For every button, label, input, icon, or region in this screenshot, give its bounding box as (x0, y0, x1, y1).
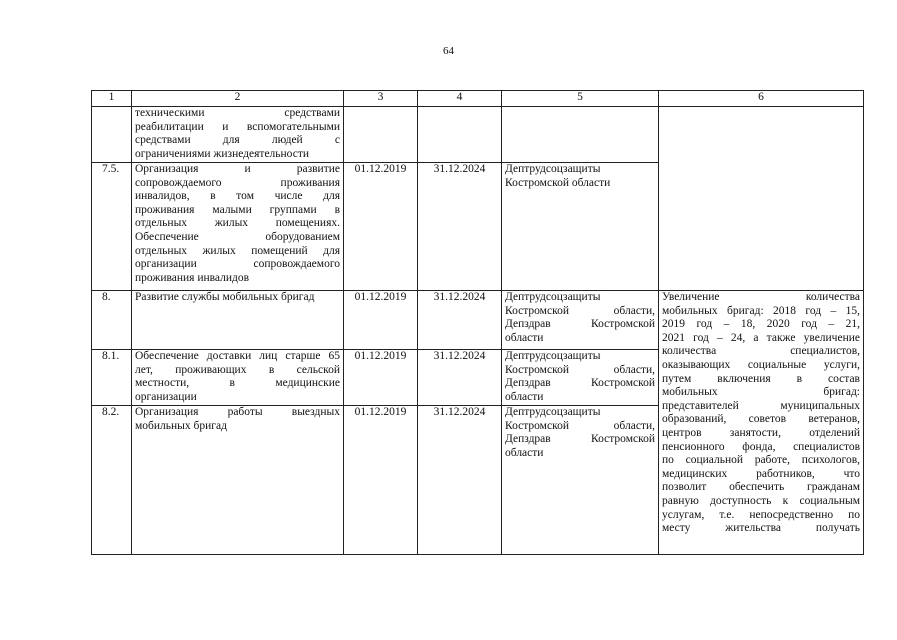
header-col-4: 4 (418, 91, 502, 107)
measures-table (91, 90, 864, 555)
row-number: 8.1. (92, 350, 132, 406)
result-line: Увеличение количества (662, 291, 860, 303)
end-date: 31.12.2024 (418, 291, 502, 350)
executor-line: Депздрав Костромской (505, 318, 655, 331)
start-date: 01.12.2019 (344, 291, 418, 350)
row-number: 8.2. (92, 406, 132, 555)
result-line: центров занятости, отделений (662, 426, 860, 439)
executor-line: Депздрав Костромской (505, 433, 655, 446)
end-date: 31.12.2024 (418, 163, 502, 291)
result-line: представителей муниципальных (662, 399, 860, 412)
executor-line: Костромской области, (505, 363, 655, 376)
result-line: пенсионного фонда, специалистов (662, 440, 860, 453)
description-line: Организация и развитие (135, 163, 340, 175)
description-line: сопровождаемого проживания (135, 176, 340, 189)
description-line: отдельных жилых помещений для (135, 244, 340, 257)
start-date (344, 107, 418, 163)
table-header-row (92, 91, 864, 107)
result-line: услугам, т.е. непосредственно по (662, 508, 860, 521)
start-date: 01.12.2019 (344, 406, 418, 555)
row-description (132, 163, 344, 291)
result-cell (659, 291, 864, 555)
result-line: образований, советов ветеранов, (662, 413, 860, 426)
row-number (92, 107, 132, 163)
result-line: месту жительства получать (662, 522, 860, 535)
description-line: лет, проживающих в сельской (135, 363, 340, 376)
executor-line: Дептрудсоцзащиты (505, 163, 601, 175)
row-executor (502, 163, 659, 291)
row-number: 8. (92, 291, 132, 350)
start-date: 01.12.2019 (344, 163, 418, 291)
executor-line: Дептрудсоцзащиты (505, 350, 601, 362)
executor-line: Костромской области (505, 176, 611, 189)
end-date (418, 107, 502, 163)
description-line: организации сопровождаемого (135, 258, 340, 271)
executor-line: области (505, 390, 544, 403)
row-executor (502, 107, 659, 163)
result-line: позволит обеспечить гражданам (662, 481, 860, 494)
row-executor (502, 406, 659, 555)
row-description (132, 107, 344, 163)
result-line: медицинских работников, что (662, 467, 860, 480)
description-line: Развитие службы мобильных бригад (135, 291, 315, 303)
executor-line: Дептрудсоцзащиты (505, 291, 601, 303)
description-line: Обеспечение доставки лиц старше 65 (135, 350, 340, 362)
row-description (132, 406, 344, 555)
table-row (92, 291, 864, 350)
description-line: проживания инвалидов (135, 271, 250, 284)
header-col-3: 3 (344, 91, 418, 107)
result-line: оказывающих социальные услуги, (662, 358, 860, 371)
executor-line: области (505, 446, 544, 459)
end-date: 31.12.2024 (418, 406, 502, 555)
description-line: организации (135, 390, 197, 403)
description-line: проживания малыми группами в (135, 203, 340, 216)
row-executor (502, 350, 659, 406)
header-col-2: 2 (132, 91, 344, 107)
description-line: реабилитации и вспомогательными (135, 120, 340, 133)
page-number: 64 (443, 45, 454, 57)
executor-line: Костромской области, (505, 304, 655, 317)
row-executor (502, 291, 659, 350)
table-row (92, 107, 864, 163)
result-line: мобильных бригад: 2018 год – 15, (662, 304, 860, 317)
result-line: 2021 год – 24, а также увеличение (662, 331, 860, 344)
executor-line: Дептрудсоцзащиты (505, 406, 601, 418)
description-line: Организация работы выездных (135, 406, 340, 418)
header-col-6: 6 (659, 91, 864, 107)
executor-line: области (505, 331, 544, 344)
description-line: местности, в медицинские (135, 377, 340, 390)
description-line: Обеспечение оборудованием (135, 230, 340, 243)
description-line: ограничениями жизнедеятельности (135, 147, 310, 160)
executor-line: Костромской области, (505, 419, 655, 432)
header-col-1: 1 (92, 91, 132, 107)
description-line: средствами для людей с (135, 134, 340, 147)
header-col-5: 5 (502, 91, 659, 107)
executor-line: Депздрав Костромской (505, 377, 655, 390)
end-date: 31.12.2024 (418, 350, 502, 406)
description-line: инвалидов, в том числе для (135, 190, 340, 203)
result-line: 2019 год – 18, 2020 год – 21, (662, 318, 860, 331)
result-line: равную доступность к социальным (662, 494, 860, 507)
result-line: мобильных бригад: (662, 386, 860, 399)
result-line: по социальной работе, психологов, (662, 454, 860, 467)
result-empty-cell (659, 107, 864, 291)
description-line: техническими средствами (135, 107, 340, 119)
row-number: 7.5. (92, 163, 132, 291)
row-description (132, 350, 344, 406)
row-description (132, 291, 344, 350)
result-line: путем включения в состав (662, 372, 860, 385)
start-date: 01.12.2019 (344, 350, 418, 406)
result-line: количества специалистов, (662, 345, 860, 358)
description-line: мобильных бригад (135, 419, 227, 432)
description-line: отдельных жилых помещениях. (135, 217, 340, 230)
